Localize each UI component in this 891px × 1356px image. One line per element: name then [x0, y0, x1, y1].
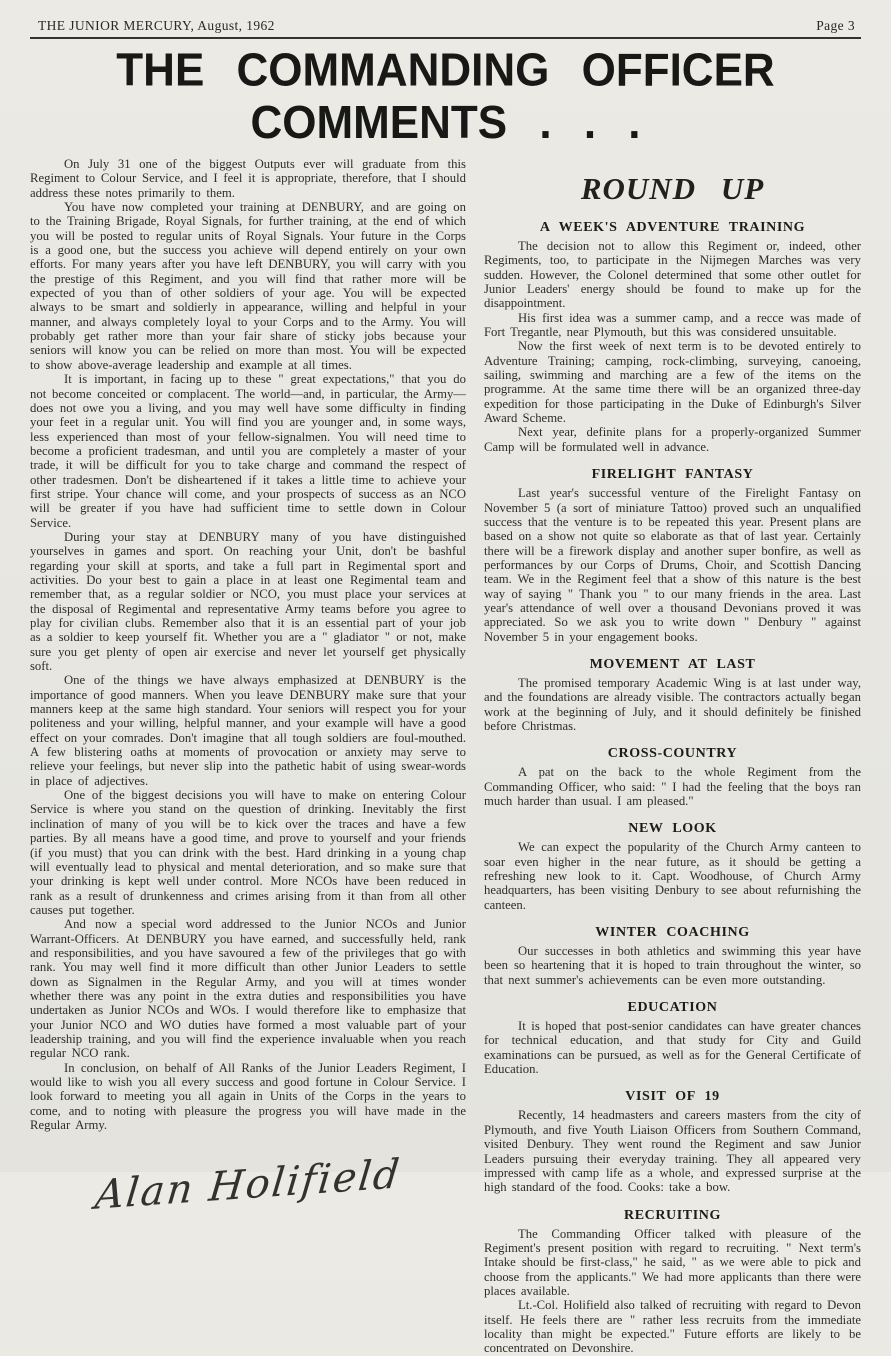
section-heading: CROSS-COUNTRY — [607, 746, 738, 762]
paragraph: It is hoped that post-senior candidates can have greater chances for technical education, and that study for City and Guild examinations can be pursued, as well as for the General Certificate of Education. — [484, 1019, 861, 1077]
signature: Alan Holifield — [92, 1151, 404, 1220]
left-column — [30, 157, 466, 1356]
paragraph: A pat on the back to the whole Regiment from the Commanding Officer, who said: " I had the feeling that the boys ran much harder than usual. I am pleased." — [484, 765, 861, 808]
section-heading: MOVEMENT AT LAST — [589, 656, 756, 672]
masthead-rule — [30, 37, 861, 39]
paragraph: Our successes in both athletics and swimming this year have been so heartening that it is hoped to train throughout the winter, so that next summer's achievements can be even more outstanding. — [484, 944, 861, 987]
paragraph: The promised temporary Academic Wing is at last under way, and the foundations are already visible. The contractors actually began work at the beginning of July, and it should definitely be finished before Christmas. — [484, 675, 861, 733]
paragraph: The decision not to allow this Regiment or, indeed, other Regiments, too, to participate in the Nijmegen Marches was very sudden. However, the Colonel determined that some other outlet for Junior Leaders' energy should be found to make up for the disappointment. — [484, 239, 861, 311]
paragraph: You have now completed your training at DENBURY, and are going on to the Training Brigade, Royal Signals, for further training, at the end of which you will be posted to regular units of Royal Signals. Your future in the Corps is a good one, but the success you achieve will depend entirely on your own efforts. For many years after you have left DENBURY, you will carry with you the prestige of this Regiment, and you will find that rather more will be expected of you than of other soldiers of your age. You will be expected always to be smart and soldierly in appearance, willing and helpful in your manner, and always completely loyal to your Corps and to the Army. You will probably get rather more than your fair share of sticky jobs because your seniors will know you can be relied on more than most. You will be expected to show above-average leadership and example at all times. — [30, 200, 466, 372]
paragraph: We can expect the popularity of the Church Army canteen to soar even higher in the near future, as it should be getting a refreshing new look to it. Capt. Woodhouse, of Church Army headquarters, has been visiting Denbury to see about refurnishing the canteen. — [484, 840, 861, 912]
section-heading: EDUCATION — [627, 1000, 718, 1016]
paragraph: Recently, 14 headmasters and careers masters from the city of Plymouth, and five Youth Liaison Officers from Southern Command, visited Denbury. They went round the Regiment and saw Junior Leaders pursuing their everyday training. They all appeared very impressed with camp life as a whole, and expressed surprise at the high standard of the food. Cooks: take a bow. — [484, 1108, 861, 1195]
section-heading: WINTER COACHING — [595, 925, 750, 941]
roundup-title: ROUND UP — [580, 171, 765, 206]
paragraph: It is important, in facing up to these " great expectations," that you do not become conceited or complacent. The world—and, in particular, the Army—does not owe you a living, and you may well have some difficulty in finding your feet in a regular unit. You will find you are younger and, in some ways, less experienced than most of your fellow-signalmen. You will need time to become a proficient tradesman, and until you are completely a master of your trade, it will be difficult for you to take charge and command the respect of other tradesmen. Don't be disheartened if it takes a little time to achieve your first stripe. Your chance will come, and your prospects of success as an NCO will be greater if you have had sufficient time to settle down in Colour Service. — [30, 372, 466, 530]
left-column-paragraphs — [30, 157, 466, 1132]
section-heading: NEW LOOK — [628, 821, 717, 837]
paragraph: Now the first week of next term is to be devoted entirely to Adventure Training; camping, rock-climbing, surveying, canoeing, sailing, swimming and marching are a few of the items on the programme. At the same time there will be an organized three-day expedition for those participating in the Duke of Edinburgh's Silver Award Scheme. — [484, 339, 861, 426]
section-heading: RECRUITING — [623, 1207, 721, 1223]
paragraph: His first idea was a summer camp, and a recce was made of Fort Tregantle, near Plymouth, but this was considered unsuitable. — [484, 310, 861, 340]
paragraph: Lt.-Col. Holifield also talked of recruiting with regard to Devon itself. He feels there are " rather less recruits from the immediate locality than might be expected." Future efforts are likely to be concentrated on Devonshire. — [484, 1298, 861, 1356]
masthead-title: THE JUNIOR MERCURY, August, 1962 — [38, 18, 275, 33]
paragraph: Last year's successful venture of the Firelight Fantasy on November 5 (a sort of miniature Tattoo) proved such an unqualified success that the venture is to be repeated this year. Present plans are based on a show not quite so elaborate as that of last year. Certainly there will be a firework display and another super bonfire, as well as performances by our Corps of Drums, Choir, and Scottish Dancing team. We in the Regiment feel that a show of this nature is the best way of saying " Thank you " to our many friends in the area. Last year's attendance of well over a thousand Devonians proved it was appreciated. So we ask you to write down " Denbury " against November 5 in your engagement books. — [484, 486, 861, 644]
paragraph: During your stay at DENBURY many of you have distinguished yourselves in games and sport. On reaching your Unit, don't be bashful regarding your skill at sports, and take a full part in Regimental sport and activities. Do your best to gain a place in at least one Regimental team and remember that, as a regular soldier or NCO, you must place your services at the disposal of Regimental and representative Army teams before you agree to play for civilian clubs. Remember also that it is an essential part of your job as a soldier to keep yourself fit. Whether you are a " gladiator " or not, make sure you get plenty of open air exercise and never let yourself get physically soft. — [30, 529, 466, 674]
page-number: Page 3 — [816, 18, 855, 33]
paragraph: And now a special word addressed to the Junior NCOs and Junior Warrant-Officers. At DENBURY you have earned, and successfully held, rank and responsibilities, and you have savoured a few of the privileges that go with rank. You may well find it more difficult than other Junior Leaders to settle down as Signalmen in the Regular Army, and you will at times wonder whether there was any point in the extra duties and responsibilities you have undertaken as Junior NCOs and WOs. I would therefore like to emphasize that your Junior NCO and WO duties have formed a most valuable part of your leadership training, and you will find the experience invaluable when you reach regular NCO rank. — [30, 917, 466, 1061]
section-heading: VISIT OF 19 — [625, 1089, 720, 1105]
paragraph: Next year, definite plans for a properly-organized Summer Camp will be formulated well in advance. — [484, 425, 861, 454]
section-heading: FIRELIGHT FANTASY — [591, 467, 754, 483]
paragraph: One of the things we have always emphasized at DENBURY is the importance of good manners. When you leave DENBURY make sure that your manners keep at the same high standard. Your seniors will respect you for your politeness and your willing, helpful manner, and your example will have a good effect on your comrades. Don't imagine that all tough soldiers are foul-mouthed. A few blistering oaths at moments of provocation or anxiety may serve to relieve your feelings, but never slip into the pathetic habit of using swear-words in place of adjectives. — [30, 673, 466, 788]
paragraph: In conclusion, on behalf of All Ranks of the Junior Leaders Regiment, I would like to wish you all every success and good fortune in Colour Service. I look forward to meeting you all again in Units of the Corps in the years to come, and to noting with pleasure the progress you will have made in the Regular Army. — [30, 1060, 466, 1133]
page-title: THE COMMANDING OFFICER COMMENTS . . . — [116, 44, 775, 149]
signature-wrap — [30, 1151, 466, 1220]
masthead — [30, 12, 861, 34]
round-up-sections — [484, 220, 861, 1356]
columns — [30, 157, 861, 1356]
paragraph: On July 31 one of the biggest Outputs ever will graduate from this Regiment to Colour Service, and I feel it is appropriate, therefore, that I should address these notes primarily to them. — [30, 157, 466, 200]
right-column — [484, 157, 861, 1356]
section-heading: A WEEK'S ADVENTURE TRAINING — [539, 220, 806, 235]
paragraph: The Commanding Officer talked with pleasure of the Regiment's present position with regard to recruiting. " Next term's Intake should be first-class," he said, " as we were able to pick and choose from the applicants." We had more applicants than there were places available. — [484, 1226, 861, 1298]
paragraph: One of the biggest decisions you will have to make on entering Colour Service is where you stand on the question of drinking. Inevitably the first inclination of many of you will be to kick over the traces and have a few parties. By all means have a good time, and prove to yourself and your friends (if you must) that you can drink with the best. Hard drinking in a young chap will eventually lead to physical and mental deterioration, and so make sure that your drinking is kept well under control. More NCOs have been reduced in rank as a result of drunkenness and crimes arising from it than from all other causes put together. — [30, 788, 466, 917]
